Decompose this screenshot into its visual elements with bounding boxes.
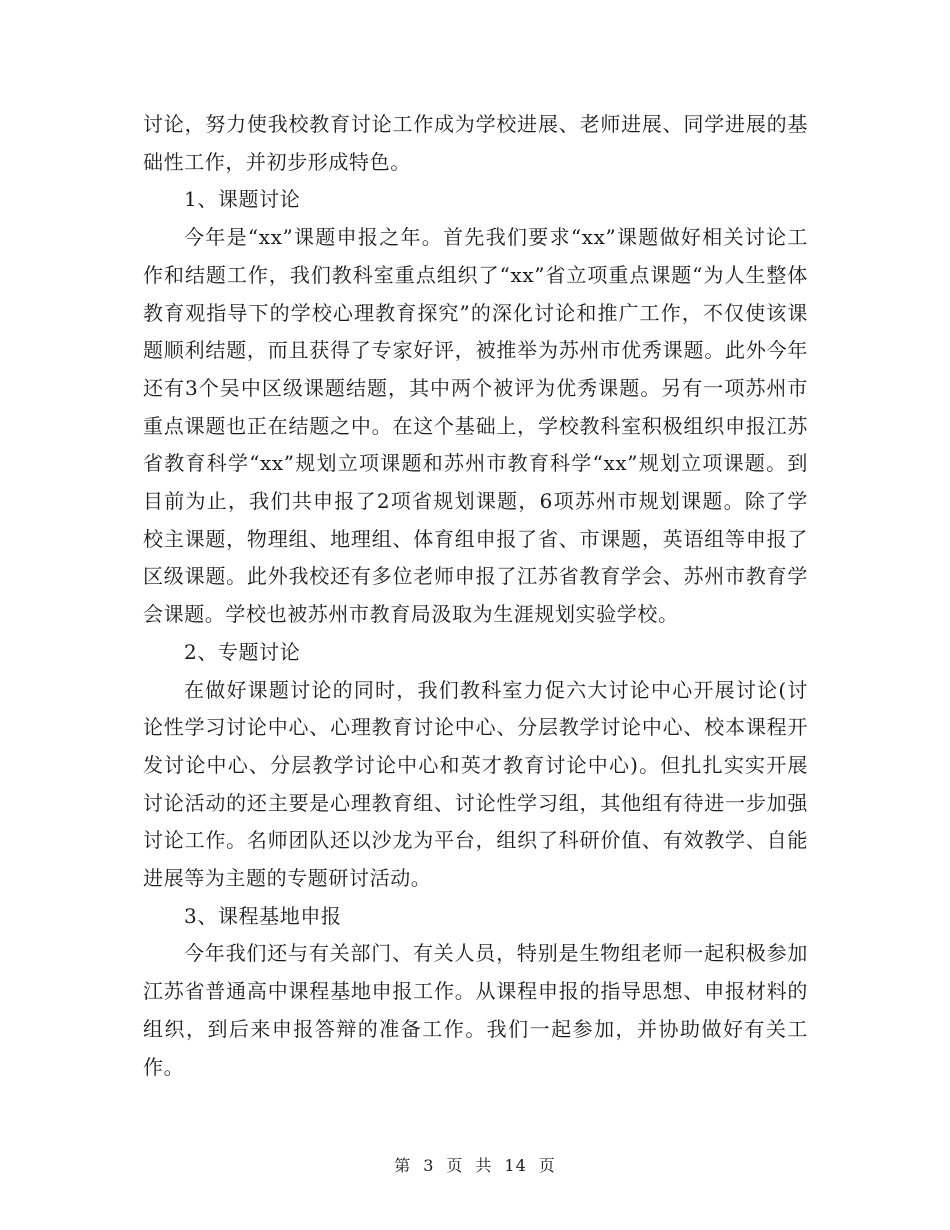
section-heading-2: 2、专题讨论 <box>184 639 301 664</box>
footer-suffix: 页 <box>538 1156 556 1175</box>
page-footer <box>0 1153 950 1176</box>
footer-total-prefix: 共 <box>475 1156 493 1175</box>
footer-prefix: 第 <box>394 1156 412 1175</box>
footer-total-pages: 14 <box>504 1156 527 1175</box>
paragraph-course-base: 今年我们还与有关部门、有关人员，特别是生物组老师一起积极参加江苏省普通高中课程基地申报工作。从课程申报的指导思想、申报材料的组织，到后来申报答辩的准备工作。我们一起参加，并协助做好有关工作。 <box>143 941 808 1079</box>
document-body <box>143 106 808 1086</box>
section-heading-3: 3、课程基地申报 <box>184 903 342 928</box>
paragraph-topic-research: 在做好课题讨论的同时，我们教科室力促六大讨论中心开展讨论(讨论性学习讨论中心、心理教育讨论中心、分层教学讨论中心、校本课程开发讨论中心、分层教学讨论中心和英才教育讨论中心)。但扎扎实实开展讨论活动的还主要是心理教育组、讨论性学习组，其他组有待进一步加强讨论工作。名师团队还以沙龙为平台，组织了科研价值、有效教学、自能进展等为主题的专题研讨活动。 <box>143 677 808 891</box>
footer-current-page: 3 <box>423 1156 435 1175</box>
paragraph-continuation: 讨论，努力使我校教育讨论工作成为学校进展、老师进展、同学进展的基础性工作，并初步形成特色。 <box>143 112 808 174</box>
paragraph-project-research: 今年是“xx”课题申报之年。首先我们要求“xx”课题做好相关讨论工作和结题工作，我们教科室重点组织了“xx”省立项重点课题“为人生整体教育观指导下的学校心理教育探究”的深化讨论和推广工作，不仅使该课题顺利结题，而且获得了专家好评，被推举为苏州市优秀课题。此外今年还有3个吴中区级课题结题，其中两个被评为优秀课题。另有一项苏州市重点课题也正在结题之中。在这个基础上，学校教科室积极组织申报江苏省教育科学“xx”规划立项课题和苏州市教育科学“xx”规划立项课题。到目前为止，我们共申报了2项省规划课题，6项苏州市规划课题。除了学校主课题，物理组、地理组、体育组申报了省、市课题，英语组等申报了区级课题。此外我校还有多位老师申报了江苏省教育学会、苏州市教育学会课题。学校也被苏州市教育局汲取为生涯规划实验学校。 <box>143 225 808 627</box>
footer-page-word: 页 <box>446 1156 464 1175</box>
section-heading-1: 1、课题讨论 <box>184 187 301 212</box>
